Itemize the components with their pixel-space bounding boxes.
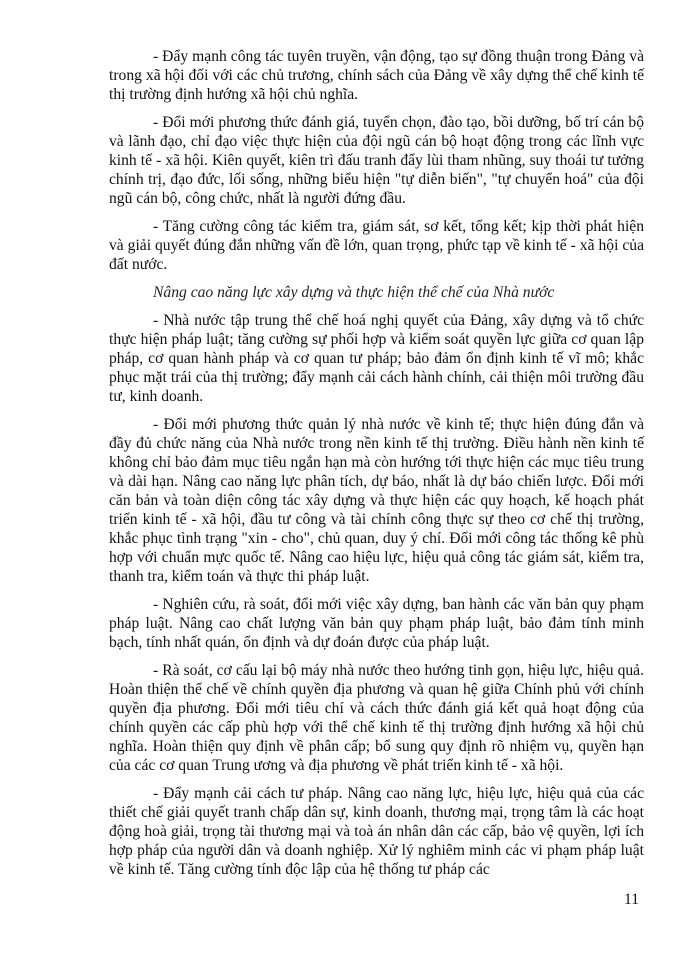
- paragraph-propaganda: - Đẩy mạnh công tác tuyên truyền, vận động, tạo sự đồng thuận trong Đảng và trong xã hội đối với các chủ trương, chính sách của Đảng về xây dựng thể chế kinh tế thị trường định hướng xã hội chủ nghĩa.: [109, 48, 644, 103]
- paragraph-institutionalize: - Nhà nước tập trung thể chế hoá nghị quyết của Đảng, xây dựng và tổ chức thực hiện pháp luật; tăng cường sự phối hợp và kiểm soát quyền lực giữa cơ quan lập pháp, cơ quan hành pháp và cơ quan tư pháp; bảo đảm ổn định kinh tế vĩ mô; khắc phục mặt trái của thị trường; đẩy mạnh cải cách hành chính, cải thiện môi trường đầu tư, kinh doanh.: [109, 312, 644, 405]
- paragraph-restructure: - Rà soát, cơ cấu lại bộ máy nhà nước theo hướng tinh gọn, hiệu lực, hiệu quả. Hoàn thiện thể chế về chính quyền địa phương và quan hệ giữa Chính phủ với chính quyền địa phương. Đổi mới tiêu chí và cách thức đánh giá kết quả hoạt động của chính quyền các cấp phù hợp với thể chế kinh tế thị trường định hướng xã hội chủ nghĩa. Hoàn thiện quy định về phân cấp; bổ sung quy định rõ nhiệm vụ, quyền hạn của các cơ quan Trung ương và địa phương về phát triển kinh tế - xã hội.: [109, 662, 644, 774]
- paragraph-legal-documents: - Nghiên cứu, rà soát, đổi mới việc xây dựng, ban hành các văn bản quy phạm pháp luật. Nâng cao chất lượng văn bản quy phạm pháp luật, bảo đảm tính minh bạch, tính nhất quán, ổn định và dự đoán được của pháp luật.: [109, 596, 644, 651]
- paragraph-judicial-reform: - Đẩy mạnh cải cách tư pháp. Nâng cao năng lực, hiệu lực, hiệu quả của các thiết chế giải quyết tranh chấp dân sự, kinh doanh, thương mại, trọng tâm là các hoạt động hoà giải, trọng tài thương mại và toà án nhân dân các cấp, bảo vệ quyền, lợi ích hợp pháp của người dân và doanh nghiệp. Xử lý nghiêm minh các vi phạm pháp luật về kinh tế. Tăng cường tính độc lập của hệ thống tư pháp các: [109, 785, 644, 878]
- paragraph-cadre-evaluation: - Đổi mới phương thức đánh giá, tuyển chọn, đào tạo, bồi dưỡng, bố trí cán bộ và lãnh đạo, chỉ đạo việc thực hiện của đội ngũ cán bộ hoạt động trong các lĩnh vực kinh tế - xã hội. Kiên quyết, kiên trì đấu tranh đẩy lùi tham nhũng, suy thoái tư tưởng chính trị, đạo đức, lối sống, những biểu hiện "tự diễn biến", "tự chuyển hoá" của đội ngũ cán bộ, công chức, nhất là người đứng đầu.: [109, 114, 644, 207]
- document-page: [109, 47, 644, 888]
- section-heading: Nâng cao năng lực xây dựng và thực hiện thể chế của Nhà nước: [153, 284, 555, 301]
- paragraph-state-management: - Đổi mới phương thức quản lý nhà nước về kinh tế; thực hiện đúng đắn và đầy đủ chức năng của Nhà nước trong nền kinh tế thị trường. Điều hành nền kinh tế không chỉ bảo đảm mục tiêu ngắn hạn mà còn hướng tới thực hiện các mục tiêu trung và dài hạn. Nâng cao năng lực phân tích, dự báo, nhất là dự báo chiến lược. Đổi mới căn bản và toàn diện công tác xây dựng và thực hiện các quy hoạch, kế hoạch phát triển kinh tế - xã hội, đầu tư công và tài chính công thực sự theo cơ chế thị trường, khắc phục tình trạng "xin - cho", chủ quan, duy ý chí. Đổi mới công tác thống kê phù hợp với chuẩn mực quốc tế. Nâng cao hiệu lực, hiệu quả công tác giám sát, kiểm tra, thanh tra, kiểm toán và thực thi pháp luật.: [109, 416, 644, 585]
- page-number: 11: [624, 891, 640, 908]
- paragraph-inspection: - Tăng cường công tác kiểm tra, giám sát, sơ kết, tổng kết; kịp thời phát hiện và giải quyết đúng đắn những vấn đề lớn, quan trọng, phức tạp về kinh tế - xã hội của đất nước.: [109, 218, 644, 273]
